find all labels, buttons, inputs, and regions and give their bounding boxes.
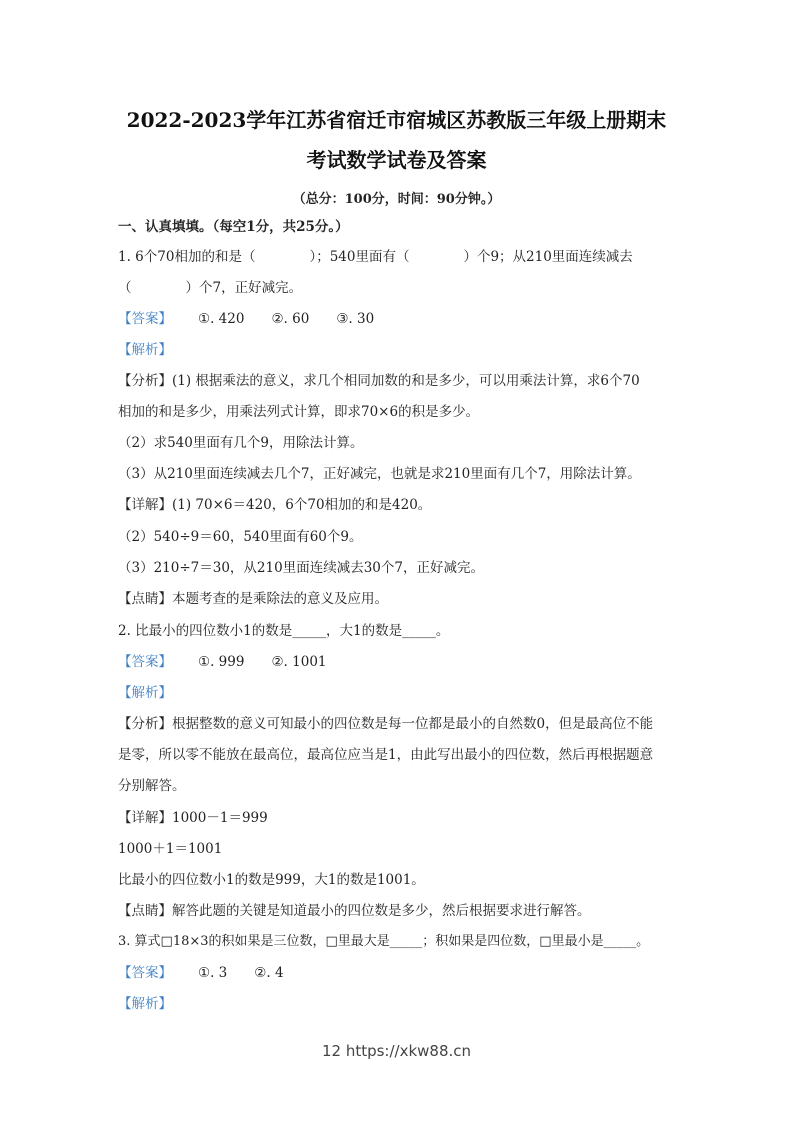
answer-3 — [118, 964, 284, 982]
question-2: 2. 比最小的四位数小1的数是_____，大1的数是_____。 — [118, 623, 450, 639]
fenxi-2 — [118, 715, 653, 733]
text-line: （2）求540里面有几个9，用除法计算。 — [118, 435, 364, 451]
detail-text: 1000－1＝999 — [172, 810, 268, 826]
analysis-label: 【解析】 — [118, 342, 172, 358]
title-line-1: 2022-2023学年江苏省宿迁市宿城区苏教版三年级上册期末 — [126, 108, 667, 132]
analysis-label: 【解析】 — [118, 996, 172, 1012]
text-line: 相加的和是多少，用乘法列式计算，即求70×6的积是多少。 — [118, 404, 480, 420]
subtitle: （总分：100分，时间：90分钟。） — [292, 192, 501, 207]
fenxi-label: 【分析】 — [118, 373, 172, 389]
text-line: 分别解答。 — [118, 778, 186, 794]
comment-label: 【点睛】 — [118, 591, 172, 607]
question-3: 3. 算式□18×3的积如果是三位数，□里最大是_____；积如果是四位数，□里最小是_____。 — [118, 934, 650, 949]
fenxi-label: 【分析】 — [118, 716, 172, 732]
comment-label: 【点睛】 — [118, 903, 172, 919]
comment-1 — [118, 590, 388, 608]
comment-text: 解答此题的关键是知道最小的四位数是多少，然后根据要求进行解答。 — [172, 903, 591, 919]
analysis-label: 【解析】 — [118, 685, 172, 701]
question-1: 1. 6个70相加的和是（ ）；540里面有（ ）个9；从210里面连续减去 — [118, 249, 633, 265]
detail-label: 【详解】 — [118, 810, 172, 826]
fenxi-1 — [118, 372, 640, 390]
answer-label: 【答案】 — [118, 965, 172, 981]
answer-label: 【答案】 — [118, 654, 172, 670]
text-line: 比最小的四位数小1的数是999，大1的数是1001。 — [118, 872, 425, 888]
fenxi-text: 根据整数的意义可知最小的四位数是每一位都是最小的自然数0，但是最高位不能 — [172, 716, 654, 732]
text-line: 1000＋1＝1001 — [118, 841, 223, 857]
answer-label: 【答案】 — [118, 311, 172, 327]
detail-label: 【详解】 — [118, 497, 172, 513]
answer-1 — [118, 310, 374, 328]
detail-text: (1) 70×6＝420，6个70相加的和是420。 — [172, 497, 432, 513]
section-heading: 一、认真填填。（每空1分，共25分。） — [118, 219, 349, 235]
answer-value: ①. 999 ②. 1001 — [198, 654, 327, 670]
page-footer: 12 https://xkw88.cn — [321, 1042, 472, 1060]
text-line: 是零，所以零不能放在最高位，最高位应当是1，由此写出最小的四位数，然后再根据题意 — [118, 747, 654, 763]
comment-text: 本题考查的是乘除法的意义及应用。 — [172, 591, 388, 607]
question-1-cont: （ ）个7，正好减完。 — [118, 280, 303, 296]
detail-2 — [118, 809, 268, 827]
text-line: （2）540÷9＝60，540里面有60个9。 — [118, 529, 363, 545]
detail-1 — [118, 496, 431, 514]
answer-value: ①. 420 ②. 60 ③. 30 — [198, 311, 375, 327]
answer-value: ①. 3 ②. 4 — [198, 965, 284, 981]
text-line: （3）从210里面连续减去几个7，正好减完，也就是求210里面有几个7，用除法计算。 — [118, 466, 641, 482]
answer-2 — [118, 653, 327, 671]
title-line-2: 考试数学试卷及答案 — [306, 148, 487, 172]
comment-2 — [118, 902, 591, 920]
fenxi-text: (1) 根据乘法的意义，求几个相同加数的和是多少，可以用乘法计算，求6个70 — [172, 373, 640, 389]
text-line: （3）210÷7＝30，从210里面连续减去30个7，正好减完。 — [118, 560, 484, 576]
